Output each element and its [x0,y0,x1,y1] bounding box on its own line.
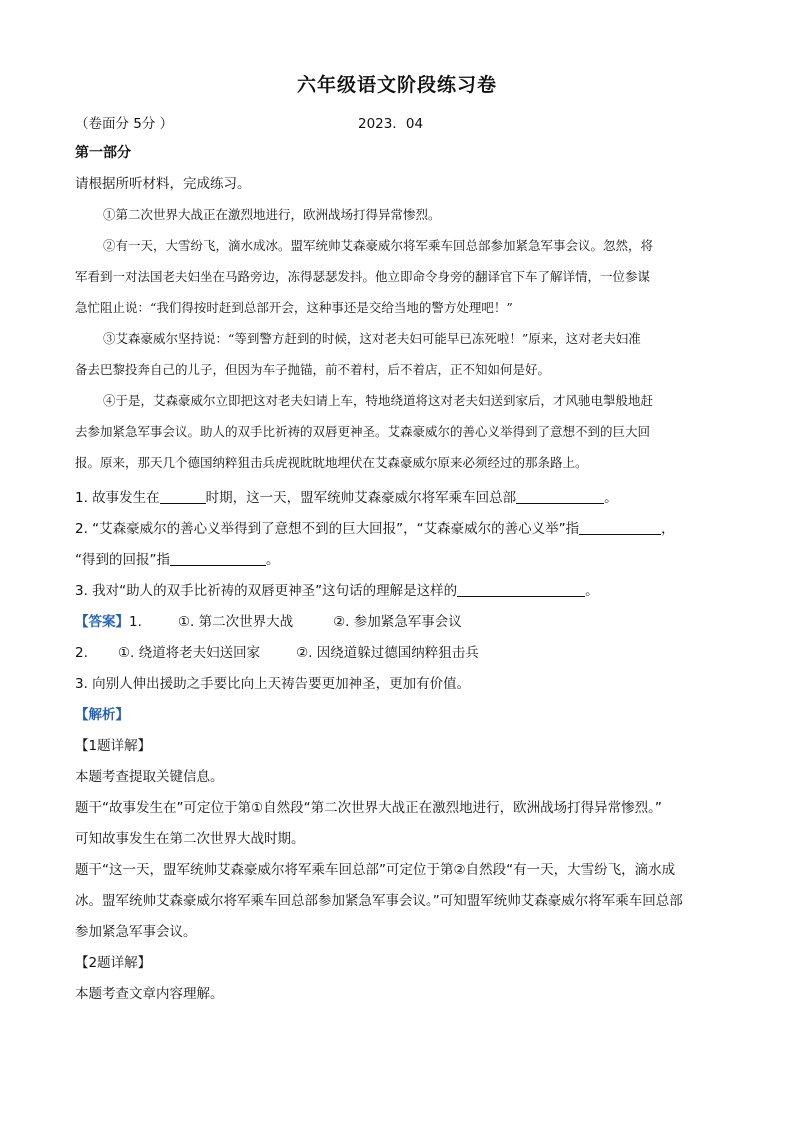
passage-paragraph-4-line-1: ④于是，艾森豪威尔立即把这对老夫妇请上车，特地绕道将这对老夫妇送到家后，才风驰电掣般地赶 [103,393,654,408]
question-1 [75,486,618,506]
question-2-text-b: ， [661,521,675,537]
answer-label: 【答案】 [75,614,129,630]
answer-1-number: 1. [129,614,142,630]
answer-1 [75,610,462,630]
question-3 [75,579,599,599]
analysis-q1-heading: 【1题详解】 [75,738,152,754]
passage-paragraph-2-line-1: ②有一天，大雪纷飞，滴水成冰。盟军统帅艾森豪威尔将军乘车回总部参加紧急军事会议。忽然，将 [103,238,654,253]
question-3-text-b: 。 [585,583,599,599]
page-title: 六年级语文阶段练习卷 [296,74,497,96]
question-3-text-a: 3. 我对“助人的双手比祈祷的双唇更神圣”这句话的理解是这样的 [75,583,458,599]
passage-paragraph-4-line-3: 报。原来，那天几个德国纳粹狙击兵虎视眈眈地埋伏在艾森豪威尔原来必须经过的那条路上。 [75,455,588,470]
question-1-text-c: 。 [604,490,618,506]
analysis-q2-heading: 【2题详解】 [75,955,152,971]
answer-3: 3. 向别人伸出援助之手要比向上天祷告要更加神圣，更加有价值。 [75,676,471,692]
passage-paragraph-2-line-2: 军看到一对法国老夫妇坐在马路旁边，冻得瑟瑟发抖。他立即命令身旁的翻译官下车了解详情，一位参谋 [75,269,651,284]
analysis-q1-line-2: 题干“故事发生在”可定位于第①自然段“第二次世界大战正在激烈地进行，欧洲战场打得异常惨烈。” [75,800,662,816]
answer-2 [75,641,479,661]
passage-paragraph-3-line-2: 备去巴黎投奔自己的儿子，但因为车子抛锚，前不着村，后不着店，正不知如何是好。 [75,362,551,377]
question-2 [75,517,675,537]
answer-2-number: 2. [75,645,88,661]
question-1-text-a: 1. 故事发生在 [75,490,160,506]
analysis-q1-line-5: 冰。盟军统帅艾森豪威尔将军乘车回总部参加紧急军事会议。”可知盟军统帅艾森豪威尔将军乘车回总部 [75,893,683,909]
question-2-blank-1 [579,520,661,535]
answer-2-item-1: ①. 绕道将老夫妇送回家 [117,645,261,661]
question-2-blank-2 [170,551,266,566]
answer-1-item-1: ①. 第二次世界大战 [177,614,294,630]
question-3-blank [457,582,585,597]
passage-paragraph-4-line-2: 去参加紧急军事会议。助人的双手比祈祷的双唇更神圣。艾森豪威尔的善心义举得到了意想不到的巨大回 [75,424,651,439]
question-2-continued [75,548,280,568]
question-2-text-c: “得到的回报”指 [75,552,170,568]
analysis-label: 【解析】 [75,707,129,723]
question-1-blank-1 [160,489,206,504]
analysis-q2-line-1: 本题考查文章内容理解。 [75,986,224,1002]
passage-paragraph-3-line-1: ③艾森豪威尔坚持说：“等到警方赶到的时候，这对老夫妇可能早已冻死啦！”原来，这对老夫妇准 [103,331,641,346]
answer-2-item-2: ②. 因绕道躲过德国纳粹狙击兵 [296,645,479,661]
analysis-q1-line-3: 可知故事发生在第二次世界大战时期。 [75,831,305,847]
analysis-q1-line-6: 参加紧急军事会议。 [75,924,197,940]
question-2-text-d: 。 [266,552,280,568]
question-2-text-a: 2. “艾森豪威尔的善心义举得到了意想不到的巨大回报”，“艾森豪威尔的善心义举”指 [75,521,580,537]
passage-paragraph-2-line-3: 急忙阻止说：“我们得按时赶到总部开会，这种事还是交给当地的警方处理吧！” [75,300,513,315]
question-1-blank-2 [516,489,604,504]
instruction: 请根据所听材料，完成练习。 [75,176,251,192]
question-1-text-b: 时期，这一天，盟军统帅艾森豪威尔将军乘车回总部 [205,490,517,506]
exam-date: 2023．04 [358,116,424,132]
part-heading: 第一部分 [75,145,131,161]
passage-paragraph-1: ①第二次世界大战正在激烈地进行，欧洲战场打得异常惨烈。 [103,207,441,222]
answer-1-item-2: ②. 参加紧急军事会议 [333,614,462,630]
analysis-q1-line-4: 题干“这一天，盟军统帅艾森豪威尔将军乘车回总部”可定位于第②自然段“有一天，大雪纷飞，滴水成 [75,862,676,878]
score-note: （卷面分 5分 ） [75,116,174,132]
analysis-q1-line-1: 本题考查提取关键信息。 [75,769,224,785]
